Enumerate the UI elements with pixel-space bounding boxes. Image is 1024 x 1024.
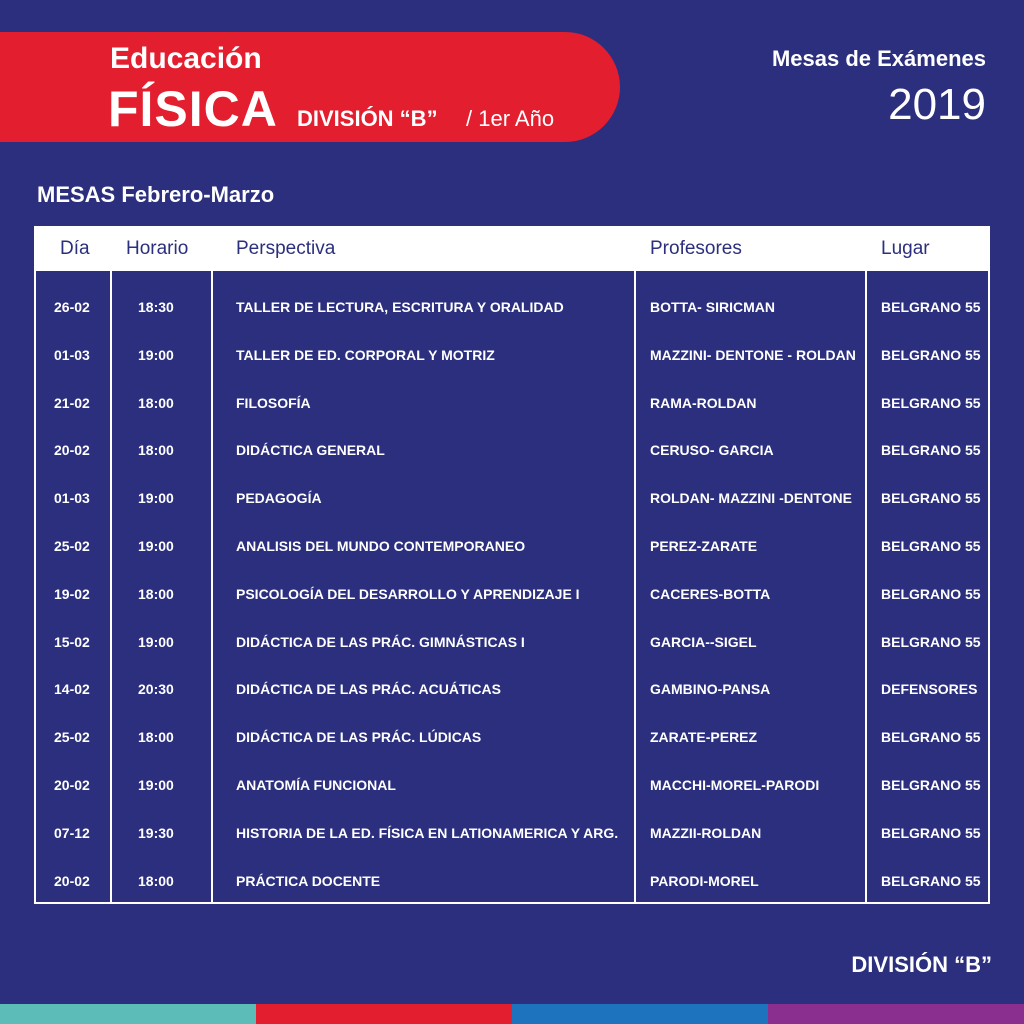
cell-perspectiva: DIDÁCTICA DE LAS PRÁC. GIMNÁSTICAS I <box>236 633 525 650</box>
cell-dia: 01-03 <box>54 490 90 507</box>
table-row <box>36 761 988 809</box>
cell-horario: 19:00 <box>138 346 174 363</box>
cell-perspectiva: TALLER DE LECTURA, ESCRITURA Y ORALIDAD <box>236 299 564 315</box>
cell-dia: 01-03 <box>54 346 90 363</box>
section-title: MESAS Febrero-Marzo <box>37 182 275 207</box>
cell-profesores: RAMA-ROLDAN <box>650 394 757 411</box>
table-row <box>36 857 988 905</box>
cell-perspectiva: FILOSOFÍA <box>236 394 311 411</box>
color-stripe <box>0 1004 256 1024</box>
footer-division: DIVISIÓN “B” <box>851 952 992 977</box>
table-row <box>36 570 988 618</box>
cell-lugar: BELGRANO 55 <box>881 585 981 602</box>
table-row <box>36 426 988 474</box>
cell-lugar: BELGRANO 55 <box>881 537 981 554</box>
header-lugar: Lugar <box>881 238 930 259</box>
color-stripe <box>768 1004 1024 1024</box>
cell-profesores: GARCIA--SIGEL <box>650 633 757 650</box>
cell-dia: 25-02 <box>54 729 90 746</box>
cell-profesores: PEREZ-ZARATE <box>650 537 758 554</box>
cell-perspectiva: DIDÁCTICA DE LAS PRÁC. LÚDICAS <box>236 729 482 746</box>
cell-profesores: MAZZINI- DENTONE - ROLDAN <box>650 346 856 363</box>
cell-profesores: MACCHI-MOREL-PARODI <box>650 776 820 793</box>
cell-perspectiva: PSICOLOGÍA DEL DESARROLLO Y APRENDIZAJE I <box>236 585 580 602</box>
cell-perspectiva: DIDÁCTICA DE LAS PRÁC. ACUÁTICAS <box>236 681 501 698</box>
cell-horario: 19:00 <box>138 633 174 650</box>
header-perspectiva: Perspectiva <box>236 238 336 259</box>
exam-table <box>34 226 990 904</box>
cell-horario: 18:00 <box>138 872 174 889</box>
cell-profesores: GAMBINO-PANSA <box>650 681 771 698</box>
cell-lugar: BELGRANO 55 <box>881 346 981 363</box>
cell-dia: 21-02 <box>54 394 90 411</box>
header-dia: Día <box>60 238 90 259</box>
cell-horario: 19:00 <box>138 537 174 554</box>
cell-profesores: CACERES-BOTTA <box>650 585 771 602</box>
mesas-label: Mesas de Exámenes <box>771 46 986 71</box>
table-row <box>36 379 988 427</box>
cell-perspectiva: ANATOMÍA FUNCIONAL <box>236 776 396 793</box>
cell-perspectiva: DIDÁCTICA GENERAL <box>236 442 385 459</box>
cell-lugar: BELGRANO 55 <box>881 729 981 746</box>
table-row <box>36 331 988 379</box>
cell-perspectiva: PRÁCTICA DOCENTE <box>236 872 381 889</box>
cell-horario: 20:30 <box>138 681 174 698</box>
banner-subtitle: Educación <box>110 42 262 75</box>
cell-horario: 18:00 <box>138 442 174 459</box>
cell-dia: 20-02 <box>54 442 90 459</box>
mesas-year: 2019 <box>888 80 986 129</box>
color-stripe <box>256 1004 512 1024</box>
cell-horario: 19:00 <box>138 776 174 793</box>
cell-horario: 18:00 <box>138 394 174 411</box>
cell-lugar: BELGRANO 55 <box>881 872 981 889</box>
cell-lugar: DEFENSORES <box>881 681 978 698</box>
cell-lugar: BELGRANO 55 <box>881 394 981 411</box>
cell-lugar: BELGRANO 55 <box>881 490 981 507</box>
table-row <box>36 665 988 713</box>
header-horario: Horario <box>126 238 189 259</box>
cell-horario: 19:30 <box>138 824 174 841</box>
cell-horario: 18:00 <box>138 585 174 602</box>
cell-profesores: CERUSO- GARCIA <box>650 442 774 459</box>
banner-title: FÍSICA <box>108 81 278 137</box>
cell-lugar: BELGRANO 55 <box>881 442 981 459</box>
table-body <box>36 283 988 904</box>
cell-profesores: BOTTA- SIRICMAN <box>650 299 775 315</box>
cell-perspectiva: HISTORIA DE LA ED. FÍSICA EN LATIONAMERICA Y ARG. <box>236 824 619 841</box>
cell-perspectiva: TALLER DE ED. CORPORAL Y MOTRIZ <box>236 346 495 363</box>
banner-year-level: / 1er Año <box>466 106 555 131</box>
cell-dia: 07-12 <box>54 824 90 841</box>
table-row <box>36 283 988 331</box>
cell-lugar: BELGRANO 55 <box>881 299 981 315</box>
table-row <box>36 713 988 761</box>
cell-perspectiva: ANALISIS DEL MUNDO CONTEMPORANEO <box>236 537 526 554</box>
cell-horario: 18:00 <box>138 729 174 746</box>
cell-dia: 15-02 <box>54 633 90 650</box>
cell-profesores: MAZZII-ROLDAN <box>650 824 762 841</box>
table-row <box>36 522 988 570</box>
header-profesores: Profesores <box>650 238 742 259</box>
cell-dia: 14-02 <box>54 681 90 698</box>
cell-dia: 19-02 <box>54 585 90 602</box>
cell-perspectiva: PEDAGOGÍA <box>236 490 322 507</box>
cell-dia: 20-02 <box>54 872 90 889</box>
cell-dia: 26-02 <box>54 299 90 315</box>
cell-profesores: ZARATE-PEREZ <box>650 729 758 746</box>
cell-profesores: PARODI-MOREL <box>650 872 759 889</box>
cell-lugar: BELGRANO 55 <box>881 824 981 841</box>
cell-horario: 19:00 <box>138 490 174 507</box>
cell-dia: 25-02 <box>54 537 90 554</box>
table-row <box>36 809 988 857</box>
cell-dia: 20-02 <box>54 776 90 793</box>
color-stripe <box>512 1004 768 1024</box>
cell-horario: 18:30 <box>138 299 174 315</box>
table-header <box>36 228 988 271</box>
table-row <box>36 474 988 522</box>
cell-lugar: BELGRANO 55 <box>881 633 981 650</box>
banner-division: DIVISIÓN “B” <box>297 106 438 131</box>
cell-lugar: BELGRANO 55 <box>881 776 981 793</box>
title-banner <box>0 32 620 142</box>
table-row <box>36 618 988 666</box>
cell-profesores: ROLDAN- MAZZINI -DENTONE <box>650 490 852 507</box>
